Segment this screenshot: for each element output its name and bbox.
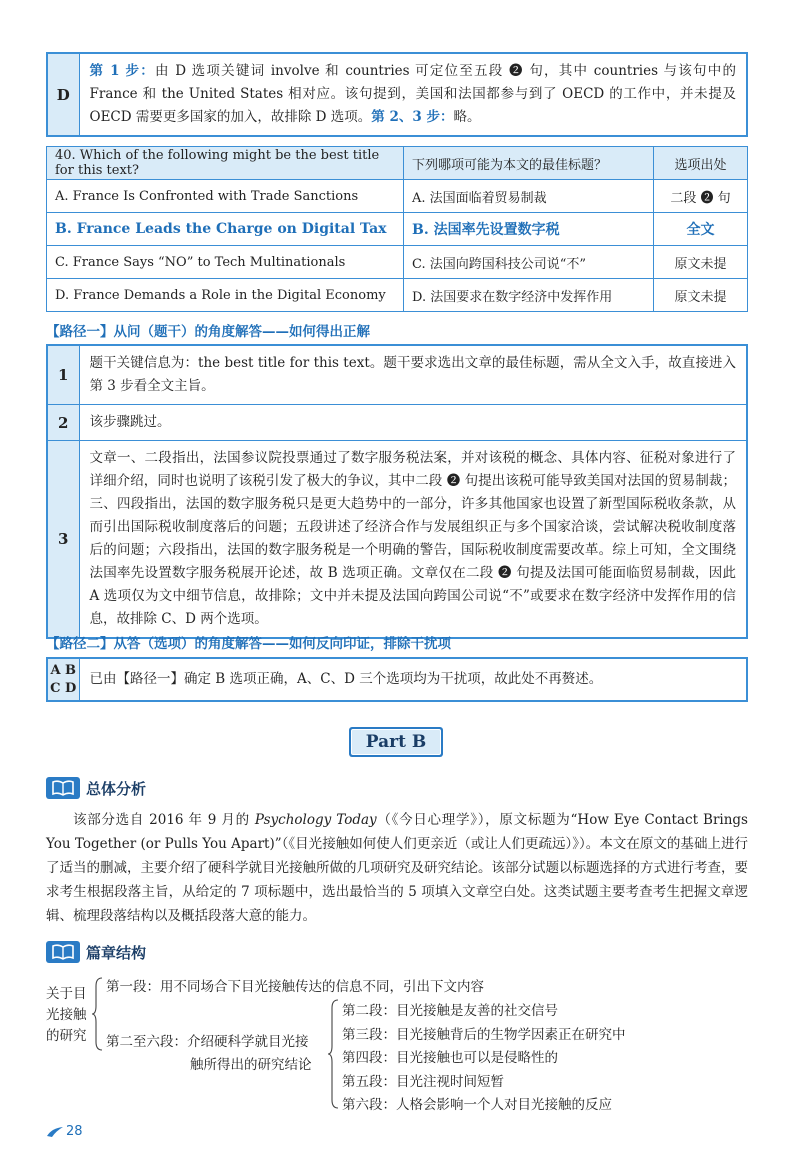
option-b-source: 全文 [654,213,748,246]
step-1-key: 1 [47,345,79,405]
route-one-step-3 [47,441,747,639]
structure-heading [46,941,146,963]
option-d-explanation [79,53,747,136]
overview-title: 总体分析 [86,779,147,798]
route-one-step-2 [47,405,747,441]
structure-brace-sub [326,998,340,1110]
step-1-text: 题干关键信息为：the best title for this text。题干要求选出文章的最佳标题，需从全文入手，故直接进入第 3 步看全文主旨。 [79,345,747,405]
option-row-d [47,279,748,312]
option-d-key: D [47,53,79,136]
structure-root-line2: 光接触 [46,1007,87,1023]
journal-title: Psychology Today [254,812,377,828]
route-one-heading: 【路径一】从问（题干）的角度解答——如何得出正解 [46,324,370,340]
page-mark-icon [46,1126,64,1138]
route-two-key [47,658,79,701]
option-c-source: 原文未提 [654,246,748,279]
structure-root-line3: 的研究 [46,1028,87,1044]
option-d-source: 原文未提 [654,279,748,312]
overview-paragraph [46,808,748,928]
step1-text: 由 D 选项关键词 involve 和 countries 可定位至五段 ❷ 句，其中 countries 与该句中的 France 和 the United States 相对应。该句提到，美国和法国都参与到了 OECD 的工作中，并未提及 OECD 需要更多国家的加入，故排除 D 选项。 [89,63,736,125]
step-2-text: 该步骤跳过。 [79,405,747,441]
overview-text-before: 该部分选自 2016 年 9 月的 [73,812,255,828]
question-40-header-row [47,147,748,180]
question-40-table [46,146,748,312]
part-b-badge [349,727,443,757]
step-3-text: 文章一、二段指出，法国参议院投票通过了数字服务税法案，并对该税的概念、具体内容、征税对象进行了详细介绍，同时也说明了该税引发了极大的争议，其中二段 ❷ 句提出该税可能导致美国对法国的贸易制裁；三、四段指出，法国的数字服务税只是更大趋势中的一部分，许多其他国家也设置了新型国际税收条款，从而引出国际税收制度落后的问题；五段讲述了经济合作与发展组织正与多个国家洽谈，尝试解决税收制度落后的问题；六段指出，法国的数字服务税是一个明确的警告，国际税收制度需要改革。综上可知，全文围绕法国率先设置数字服务税展开论述，故 B 选项正确。文章仅在二段 ❷ 句提及法国可能面临贸易制裁，因此 A 选项仅为文中细节信息，故排除；文中并未提及法国向跨国公司说“不”或要求在数字经济中发挥作用的信息，故排除 C、D 两个选项。 [79,441,747,639]
structure-p26-line1: 第二至六段：介绍硬科学就目光接 [106,1034,309,1050]
route-two-key-line1: A B [50,662,77,678]
part-b-label: Part B [351,729,441,755]
route-two-table [46,657,748,702]
option-a-cn: A. 法国面临着贸易制裁 [404,180,654,213]
structure-root [46,984,87,1047]
open-book-icon [46,777,80,799]
structure-sub-item: 第二段：目光接触是友善的社交信号 [342,1003,558,1019]
step-2-key: 2 [47,405,79,441]
page-number [46,1124,83,1139]
route-one-step-1 [47,345,747,405]
step1-label: 第 1 步： [89,63,155,79]
option-c-en: C. France Says “NO” to Tech Multinationals [47,246,404,279]
structure-p26-line2: 触所得出的研究结论 [190,1057,312,1073]
structure-paragraph-1: 第一段：用不同场合下目光接触传达的信息不同，引出下文内容 [106,979,484,995]
structure-title: 篇章结构 [86,943,147,962]
structure-root-line1: 关于目 [46,986,87,1002]
step-3-key: 3 [47,441,79,639]
option-d-table [46,52,748,137]
step23-text: 略。 [453,109,481,125]
structure-sub-item: 第六段：人格会影响一个人对目光接触的反应 [342,1097,612,1113]
structure-sub-item: 第四段：目光接触也可以是侵略性的 [342,1050,558,1066]
route-two-key-line2: C D [50,680,77,696]
open-book-icon [46,941,80,963]
option-row-c [47,246,748,279]
route-one-table [46,344,748,639]
option-b-en: B. France Leads the Charge on Digital Tax [47,213,404,246]
route-two-heading: 【路径二】从答（选项）的角度解答——如何反向印证，排除干扰项 [46,636,451,652]
option-d-cn: D. 法国要求在数字经济中发挥作用 [404,279,654,312]
page-number-text: 28 [66,1124,83,1139]
route-two-text: 已由【路径一】确定 B 选项正确，A、C、D 三个选项均为干扰项，故此处不再赘述。 [79,658,747,701]
overview-heading [46,777,146,799]
source-column-header: 选项出处 [654,147,748,180]
option-c-cn: C. 法国向跨国科技公司说“不” [404,246,654,279]
question-40-text: 40. Which of the following might be the best title for this text? [47,147,404,180]
structure-paragraphs-2-6 [106,1031,312,1077]
structure-sub-list [342,1000,626,1118]
option-a-en: A. France Is Confronted with Trade Sanctions [47,180,404,213]
option-row-b-answer [47,213,748,246]
overview-text-after: （《今日心理学》），原文标题为“How Eye Contact Brings You Together (or Pulls You Apart)”（《目光接触如何使人们更亲近（或让人们更疏远）》）。本文在原文的基础上进行了适当的删减，主要介绍了硬科学就目光接触所做的几项研究及研究结论。该部分试题以标题选择的方式进行考查，要求考生根据段落主旨，从给定的 7 项标题中，选出最恰当的 5 项填入文章空白处。这类试题主要考查考生把握文章逻辑、梳理段落结构以及概括段落大意的能力。 [46,812,748,924]
option-a-source: 二段 ❷ 句 [654,180,748,213]
option-d-en: D. France Demands a Role in the Digital Economy [47,279,404,312]
step23-label: 第 2、3 步： [371,109,454,125]
option-row-a [47,180,748,213]
structure-sub-item: 第五段：目光注视时间短暂 [342,1073,504,1090]
option-b-cn: B. 法国率先设置数字税 [404,213,654,246]
structure-brace-main [90,976,104,1052]
structure-sub-item: 第三段：目光接触背后的生物学因素正在研究中 [342,1026,626,1043]
question-40-translation: 下列哪项可能为本文的最佳标题？ [404,147,654,180]
